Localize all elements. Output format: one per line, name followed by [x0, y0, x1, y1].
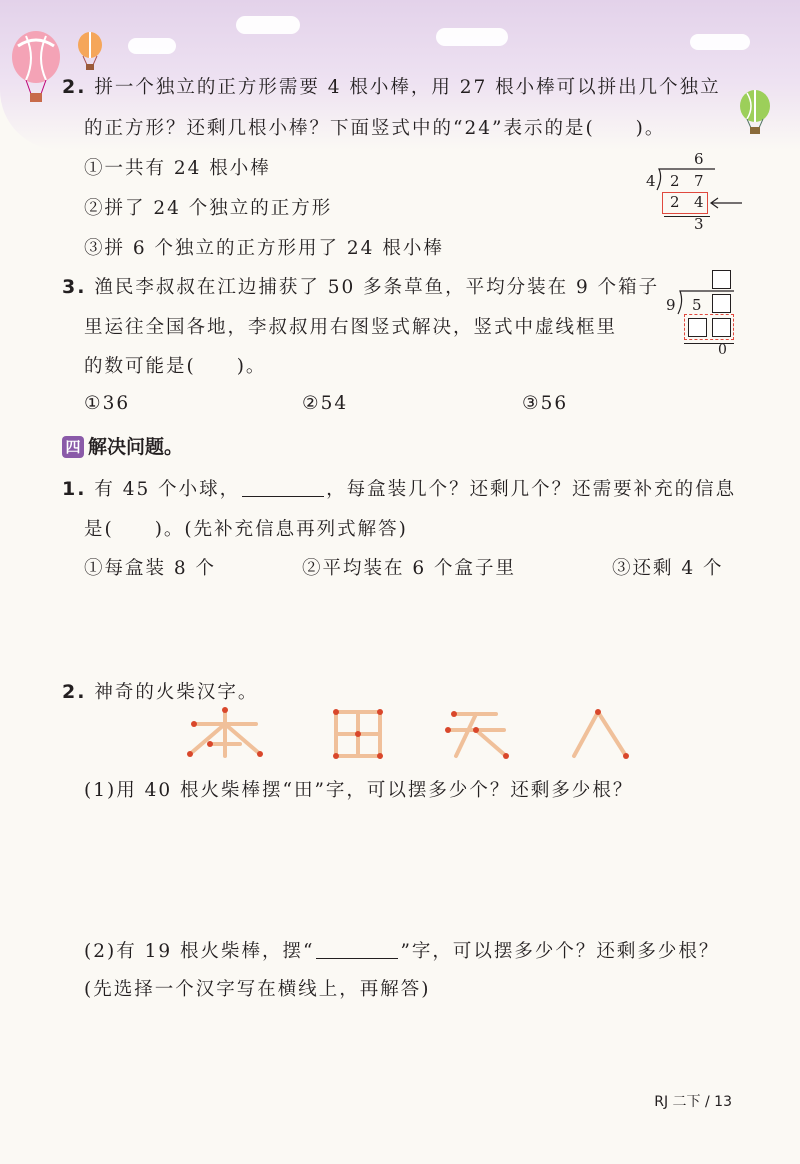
division-bracket	[655, 168, 717, 192]
p1-text-line2: 是( )。(先补充信息再列式解答)	[84, 519, 408, 540]
p1-text-line1: 1. 有 45 个小球， ，每盒装几个？还剩几个？还需要补充的信息	[62, 478, 737, 500]
hot-air-balloon-icon	[8, 30, 64, 106]
p1-option-1[interactable]: ①每盒装 8 个	[84, 558, 217, 579]
dividend-box[interactable]	[712, 294, 731, 313]
cloud	[436, 28, 508, 46]
question-number: 2.	[62, 76, 87, 98]
division-divisor: 9	[666, 296, 676, 314]
q2-option-3[interactable]: ③拼 6 个独立的正方形用了 24 根小棒	[84, 238, 444, 259]
answer-blank[interactable]	[242, 479, 324, 497]
p2-title: 2. 神奇的火柴汉字。	[62, 681, 259, 703]
matchstick-tian-sky-icon	[448, 714, 506, 756]
section-title: 四 解决问题。	[62, 432, 183, 459]
p2-sub2-line2: (先选择一个汉字写在横线上，再解答)	[84, 979, 431, 1000]
p1-option-3[interactable]: ③还剩 4 个	[612, 558, 724, 579]
page-footer: RJ 二下 / 13	[654, 1094, 732, 1110]
division-dividend-digit: 5	[692, 296, 702, 314]
division-remainder: 0	[718, 342, 727, 358]
p2-sub2: (2)有 19 根火柴棒，摆“ ”字，可以摆多少个？还剩多少根？	[84, 941, 720, 962]
q3-text-line3: 的数可能是( )。	[84, 356, 267, 377]
cloud	[236, 16, 300, 34]
q2-option-2[interactable]: ②拼了 24 个独立的正方形	[84, 198, 333, 219]
matchstick-characters	[180, 706, 640, 762]
division-dividend-digit: 7	[694, 172, 704, 190]
p1-option-2[interactable]: ②平均装在 6 个盒子里	[302, 558, 517, 579]
cloud	[128, 38, 176, 54]
section-badge: 四	[62, 436, 84, 458]
q3-text-line2: 里运往全国各地，李叔叔用右图竖式解决，竖式中虚线框里	[84, 317, 618, 338]
q3-option-2[interactable]: ②54	[302, 393, 349, 414]
matchstick-ben-icon	[190, 710, 260, 756]
question-number: 2.	[62, 681, 87, 703]
q3-option-3[interactable]: ③56	[522, 393, 569, 414]
cloud	[690, 34, 750, 50]
p2-sub1: (1)用 40 根火柴棒摆“田”字，可以摆多少个？还剩多少根？	[84, 780, 634, 801]
division-quotient: 6	[694, 150, 704, 168]
question-number: 1.	[62, 478, 87, 500]
division-product-digit: 4	[694, 193, 704, 211]
product-box[interactable]	[712, 318, 731, 337]
small-balloon-icon	[76, 32, 104, 72]
green-balloon-icon	[738, 90, 772, 136]
product-box[interactable]	[688, 318, 707, 337]
q3-option-1[interactable]: ①36	[84, 393, 131, 414]
q2-option-1[interactable]: ①一共有 24 根小棒	[84, 158, 271, 179]
division-divisor: 4	[646, 172, 656, 190]
question-number: 3.	[62, 276, 87, 298]
matchstick-ren-icon	[574, 712, 626, 756]
quotient-box[interactable]	[712, 270, 731, 289]
arrow-left-icon	[708, 196, 742, 210]
q2-text-line2: 的正方形？还剩几根小棒？下面竖式中的“24”表示的是( )。	[84, 118, 666, 139]
character-blank[interactable]	[316, 941, 398, 959]
division-remainder: 3	[694, 215, 704, 233]
division-product-digit: 2	[670, 193, 680, 211]
q3-text-line1: 3. 渔民李叔叔在江边捕获了 50 多条草鱼，平均分装在 9 个箱子	[62, 276, 660, 298]
q2-text-line1: 2. 拼一个独立的正方形需要 4 根小棒，用 27 根小棒可以拼出几个独立	[62, 76, 721, 98]
division-dividend-digit: 2	[670, 172, 680, 190]
